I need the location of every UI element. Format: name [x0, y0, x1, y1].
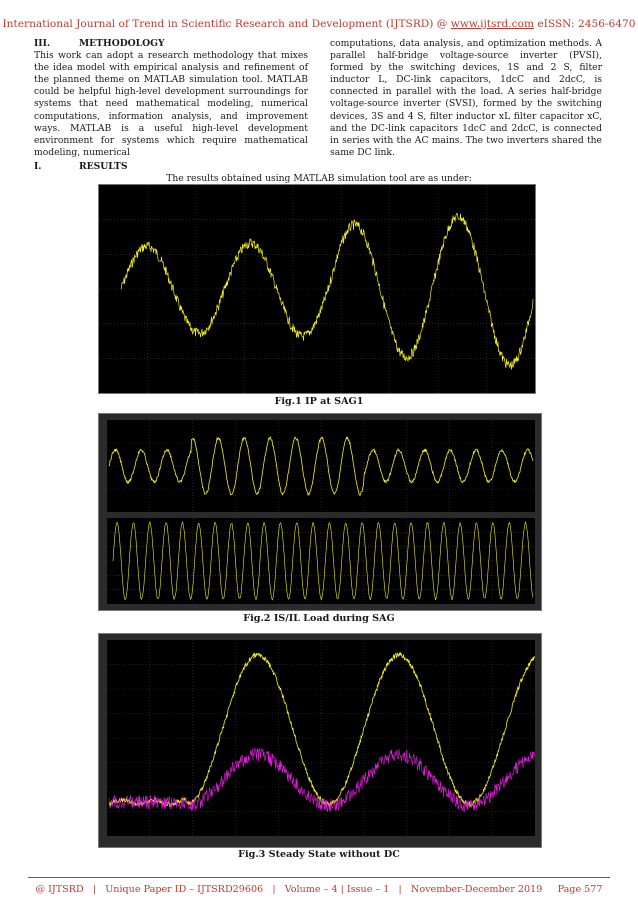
figure-3-caption: Fig.3 Steady State without DC [238, 849, 400, 860]
figure-1-caption: Fig.1 IP at SAG1 [274, 396, 364, 407]
results-intro: The results obtained using MATLAB simulation tool are as under: [166, 173, 472, 184]
section-title: METHODOLOGY [79, 38, 165, 49]
page-footer: @ IJTSRD | Unique Paper ID – IJTSRD29606 | Volume – 4 | Issue – 1 | November-December 2019 Page 577 [35, 884, 603, 895]
methodology-column-right [330, 38, 602, 159]
figure-1-trace [121, 213, 533, 369]
methodology-column-left [34, 38, 308, 159]
section-number: I. [34, 161, 42, 172]
methodology-paragraph: This work can adopt a research methodology that mixes the idea model with empirical analysis and refinement of the planned theme on MATLAB simulation tool. MATLAB could be helpful high-level development surroundings for systems that need mathematical modeling, numerical computations, information analysis, and improvement ways. MATLAB is a useful high-level development environment for systems which require mathematical modeling, numerical [34, 50, 308, 158]
results-heading [34, 161, 127, 172]
methodology-heading [34, 38, 308, 50]
journal-issn: eISSN: 2456-6470 [534, 18, 636, 30]
journal-header [0, 18, 638, 30]
figure-2-scope [98, 413, 542, 611]
figure-3-waveform [99, 634, 541, 847]
figure-1-scope [98, 184, 536, 394]
methodology-paragraph-continued: computations, data analysis, and optimization methods. A parallel half-bridge voltage-source inverter (PVSI), formed by the switching devices, 1S and 2 S, filter inductor L, DC-link capacitors, 1dcC and 2dcC, is connected in parallel with the load. A series half-bridge voltage-source inverter (SVSI), formed by the switching devices, 3S and 4 S, filter inductor xL filter capacitor xC, and the DC-link capacitors 1dcC and 2dcC, is connected in series with the AC mains. The two inverters shared the same DC link. [330, 38, 602, 158]
figure-2-waveform [99, 414, 541, 610]
section-title: RESULTS [79, 161, 128, 172]
footer-divider [28, 877, 610, 878]
journal-url-link[interactable]: www.ijtsrd.com [450, 18, 534, 30]
section-number: III. [34, 38, 51, 49]
journal-title: International Journal of Trend in Scientific Research and Development (IJTSRD) @ [2, 18, 451, 30]
figure-2-caption: Fig.2 IS/IL Load during SAG [243, 613, 395, 624]
figure-3-scope [98, 633, 542, 848]
figure-1-waveform [99, 185, 535, 393]
